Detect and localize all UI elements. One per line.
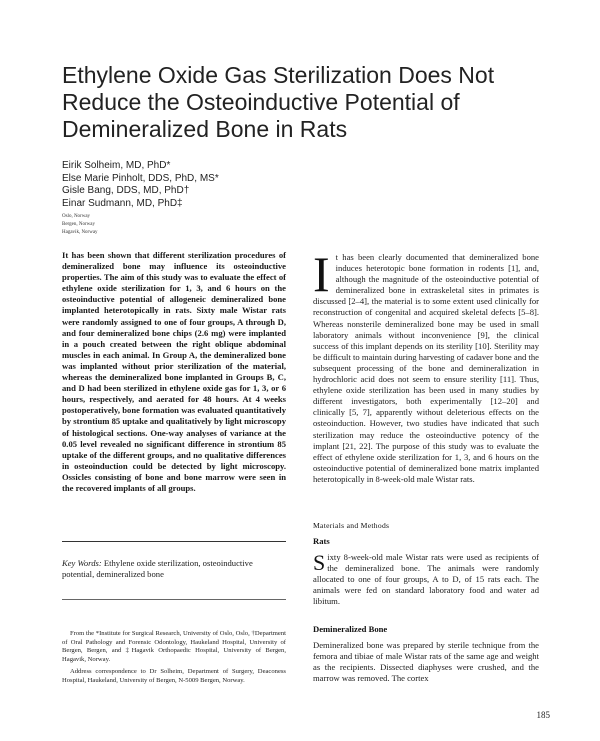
abstract-divider (62, 541, 286, 542)
subheading-rats: Rats (313, 536, 330, 546)
affiliation-tag: Hagavik, Norway (62, 230, 98, 235)
footnotes (62, 630, 286, 689)
title-line: Reduce the Osteoinductive Potential of (62, 89, 460, 115)
footnote-correspondence: Address correspondence to Dr Solheim, Department of Surgery, Deaconess Hospital, Haukeland, University of Bergen, N-5009 Bergen, Norway. (62, 668, 286, 684)
section-heading-text: Materials and Methods (313, 521, 390, 530)
abstract: It has been shown that different sterilization procedures of demineralized bone may influence its osteoinductive properties. The aim of this study was to evaluate the effect of ethylene oxide sterilization for 1, 3, and 6 hours on the osteoinductive potential of allogeneic demineralized bone implanted heterotopically in rats. Sixty male Wistar rats were randomly assigned to one of four groups, A through D, and four demineralized bone chips (2.6 mg) were implanted in a pouch created between the right oblique abdominal muscles in each animal. In Group A, the demineralized bone was implanted without prior sterilization of the material, whereas the demineralized bone implanted in Groups B, C, and D had been sterilized in ethylene oxide gas for 1, 3, or 6 hours, respectively, and aerated for 48 hours. At 4 weeks postoperatively, bone formation was evaluated quantitatively by strontium 85 uptake and qualitatively by light microscopy of histological sections. One-way analyses of variance at the 0.05 level revealed no significant difference in strontium 85 uptake of the different groups, and no qualitative differences in osteoinduction could be detected by light microscopy. Ossicles consisting of bone and bone marrow were seen in the recovered implants of all groups. (62, 250, 286, 493)
keywords-label: Key Words: (62, 558, 102, 568)
footnote-affiliations: From the *Institute for Surgical Research, University of Oslo, Oslo, †Department of Oral Pathology and Forensic Odontology, Haukeland Hospital, University of Bergen, Bergen, and ‡Hagavik Orthopaedic Hospital, University of Bergen, Hagavik, Norway. (62, 630, 286, 663)
affiliation-tag: Oslo, Norway (62, 214, 91, 219)
author-list (62, 160, 382, 210)
rats-text: ixty 8-week-old male Wistar rats were used as recipients of the demineralized bone. The animals were randomly allocated to one of four groups, A to D, of 15 rats each. The animals were fed on standard laboratory food and water ad libitum. (313, 552, 539, 607)
section-heading-methods (313, 521, 539, 530)
affiliation-tags (62, 213, 182, 237)
introduction-text: t has been clearly documented that demineralized bone induces heterotopic bone formation in rodents [1], and, although the magnitude of the osteoinductive potential of demineralized bone in extraskeletal sites in primates is discussed [2–4], the material is to some extent used clinically for reconstruction of congenital and acquired skeletal defects [5–8]. Whereas nonsterile demineralized bone may be used in small laboratory animals without inconvenience [9], the clinical success of this implant depends on its sterility [10]. Sterility may be difficult to maintain during harvesting of cadaver bone and the subsequent processing of the bone and demineralization in hydrochloric acid does not seem to ensure sterility [11]. Thus, ethylene oxide sterilization has been used in many studies by different investigators, both experimentally [12–20] and clinically [5, 7], apparently without deleterious effects on the osteoinduction. However, two studies have indicated that such sterilization may reduce the osteoinductive potency of the implant [21, 22]. The purpose of this study was to evaluate the effect of ethylene oxide sterilization for 1, 3, and 6 hours on the osteoinductive potential of demineralized bone matrix implanted heterotopically in 8-week-old male Wistar rats. (313, 252, 539, 484)
rats-paragraph (313, 552, 539, 607)
keywords (62, 558, 286, 580)
title-line: Ethylene Oxide Gas Sterilization Does Not (62, 62, 495, 88)
drop-cap: S (313, 550, 326, 575)
affiliation-tag: Bergen, Norway (62, 222, 95, 227)
author: Gisle Bang, DDS, MD, PhD† (62, 185, 190, 196)
drop-cap: I (313, 246, 330, 302)
keywords-text: Ethylene oxide sterilization, osteoinductive potential, demineralized bone (62, 558, 253, 579)
footnote-divider (62, 599, 286, 600)
author: Einar Sudmann, MD, PhD‡ (62, 197, 183, 209)
article-title (62, 62, 532, 143)
subheading-demineralized-bone: Demineralized Bone (313, 624, 388, 634)
demineralized-bone-text: Demineralized bone was prepared by sterile technique from the femora and tibiae of male Wistar rats of the same age and weight as the recipients. Dissected diaphyses were crushed, and the marrow was removed. The cortex (313, 640, 539, 684)
page-number: 185 (536, 710, 550, 720)
introduction (313, 246, 539, 485)
title-line: Demineralized Bone in Rats (62, 116, 348, 142)
author: Else Marie Pinholt, DDS, PhD, MS* (62, 172, 219, 184)
demineralized-bone-paragraph (313, 640, 539, 684)
author: Eirik Solheim, MD, PhD* (62, 160, 171, 171)
